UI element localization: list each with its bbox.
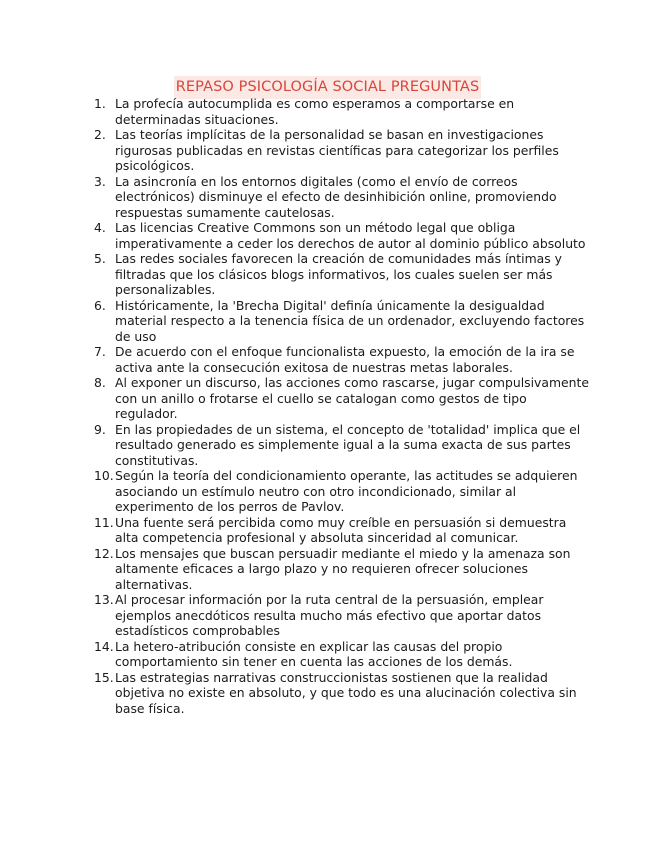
question-text: Al exponer un discurso, las acciones como rascarse, jugar compulsivamente con un anillo o frotarse el cuello se catalogan como gestos de tipo regulador. — [115, 375, 590, 421]
question-number: 8. — [94, 375, 106, 390]
question-item — [94, 298, 590, 345]
question-item — [94, 468, 590, 515]
question-text: Las teorías implícitas de la personalidad se basan en investigaciones rigurosas publicadas en revistas científicas para categorizar los perfiles psicológicos. — [115, 127, 559, 173]
question-text: Las estrategias narrativas construccionistas sostienen que la realidad objetiva no existe en absoluto, y que todo es una alucinación colectiva sin base física. — [115, 669, 577, 716]
question-number: 3. — [94, 173, 106, 189]
question-number: 6. — [94, 297, 106, 313]
question-text: La hetero-atribución consiste en explicar las causas del propio comportamiento sin tener en cuenta las acciones de los demás. — [115, 638, 513, 669]
question-text: Históricamente, la 'Brecha Digital' definía únicamente la desigualdad material respecto a la tenencia física de un ordenador, excluyendo factores de uso — [115, 297, 585, 344]
question-number: 5. — [94, 251, 106, 266]
question-item — [94, 546, 590, 593]
question-number: 13. — [94, 592, 114, 607]
question-text: Una fuente será percibida como muy creíble en persuasión si demuestra alta competencia profesional y absoluta sinceridad al comunicar. — [115, 514, 567, 545]
question-text: Las redes sociales favorecen la creación de comunidades más íntimas y filtradas que los clásicos blogs informativos, los cuales suelen ser más personalizables. — [115, 251, 562, 297]
question-item — [94, 344, 590, 375]
question-number: 14. — [94, 638, 114, 654]
question-item — [94, 251, 590, 298]
question-text: De acuerdo con el enfoque funcionalista expuesto, la emoción de la ira se activa ante la consecución exitosa de nuestras metas laborales. — [115, 344, 575, 375]
question-item — [94, 96, 590, 127]
question-item — [94, 127, 590, 174]
document-title: REPASO PSICOLOGÍA SOCIAL PREGUNTAS — [174, 76, 482, 99]
question-number: 2. — [94, 127, 106, 142]
question-number: 11. — [94, 514, 114, 530]
question-item — [94, 670, 590, 717]
question-number: 12. — [94, 545, 114, 561]
question-number: 10. — [94, 468, 114, 483]
question-number: 15. — [94, 669, 114, 685]
question-item — [94, 515, 590, 546]
question-item — [94, 174, 590, 221]
question-item — [94, 375, 590, 422]
question-item — [94, 220, 590, 251]
question-text: La asincronía en los entornos digitales (como el envío de correos electrónicos) disminuye el efecto de desinhibición online, promoviendo respuestas sumamente cautelosas. — [115, 173, 557, 220]
question-item — [94, 639, 590, 670]
question-number: 1. — [94, 96, 106, 111]
question-text: En las propiedades de un sistema, el concepto de 'totalidad' implica que el resultado generado es simplemente igual a la suma exacta de sus partes constitutivas. — [115, 421, 581, 468]
question-text: Al procesar información por la ruta central de la persuasión, emplear ejemplos anecdóticos resulta mucho más efectivo que aportar datos estadísticos comprobables — [115, 592, 544, 638]
question-item — [94, 422, 590, 469]
question-text: Según la teoría del condicionamiento operante, las actitudes se adquieren asociando un estímulo neutro con otro incondicionado, similar al experimento de los perros de Pavlov. — [115, 468, 578, 514]
question-text: Los mensajes que buscan persuadir mediante el miedo y la amenaza son altamente eficaces a largo plazo y no requieren ofrecer soluciones alternativas. — [115, 545, 571, 592]
question-list — [94, 96, 590, 716]
question-number: 9. — [94, 421, 106, 437]
question-text: La profecía autocumplida es como esperamos a comportarse en determinadas situaciones. — [115, 96, 515, 127]
question-number: 7. — [94, 344, 106, 359]
question-item — [94, 592, 590, 639]
question-number: 4. — [94, 220, 106, 235]
question-text: Las licencias Creative Commons son un método legal que obliga imperativamente a ceder los derechos de autor al dominio público absoluto — [115, 220, 586, 251]
